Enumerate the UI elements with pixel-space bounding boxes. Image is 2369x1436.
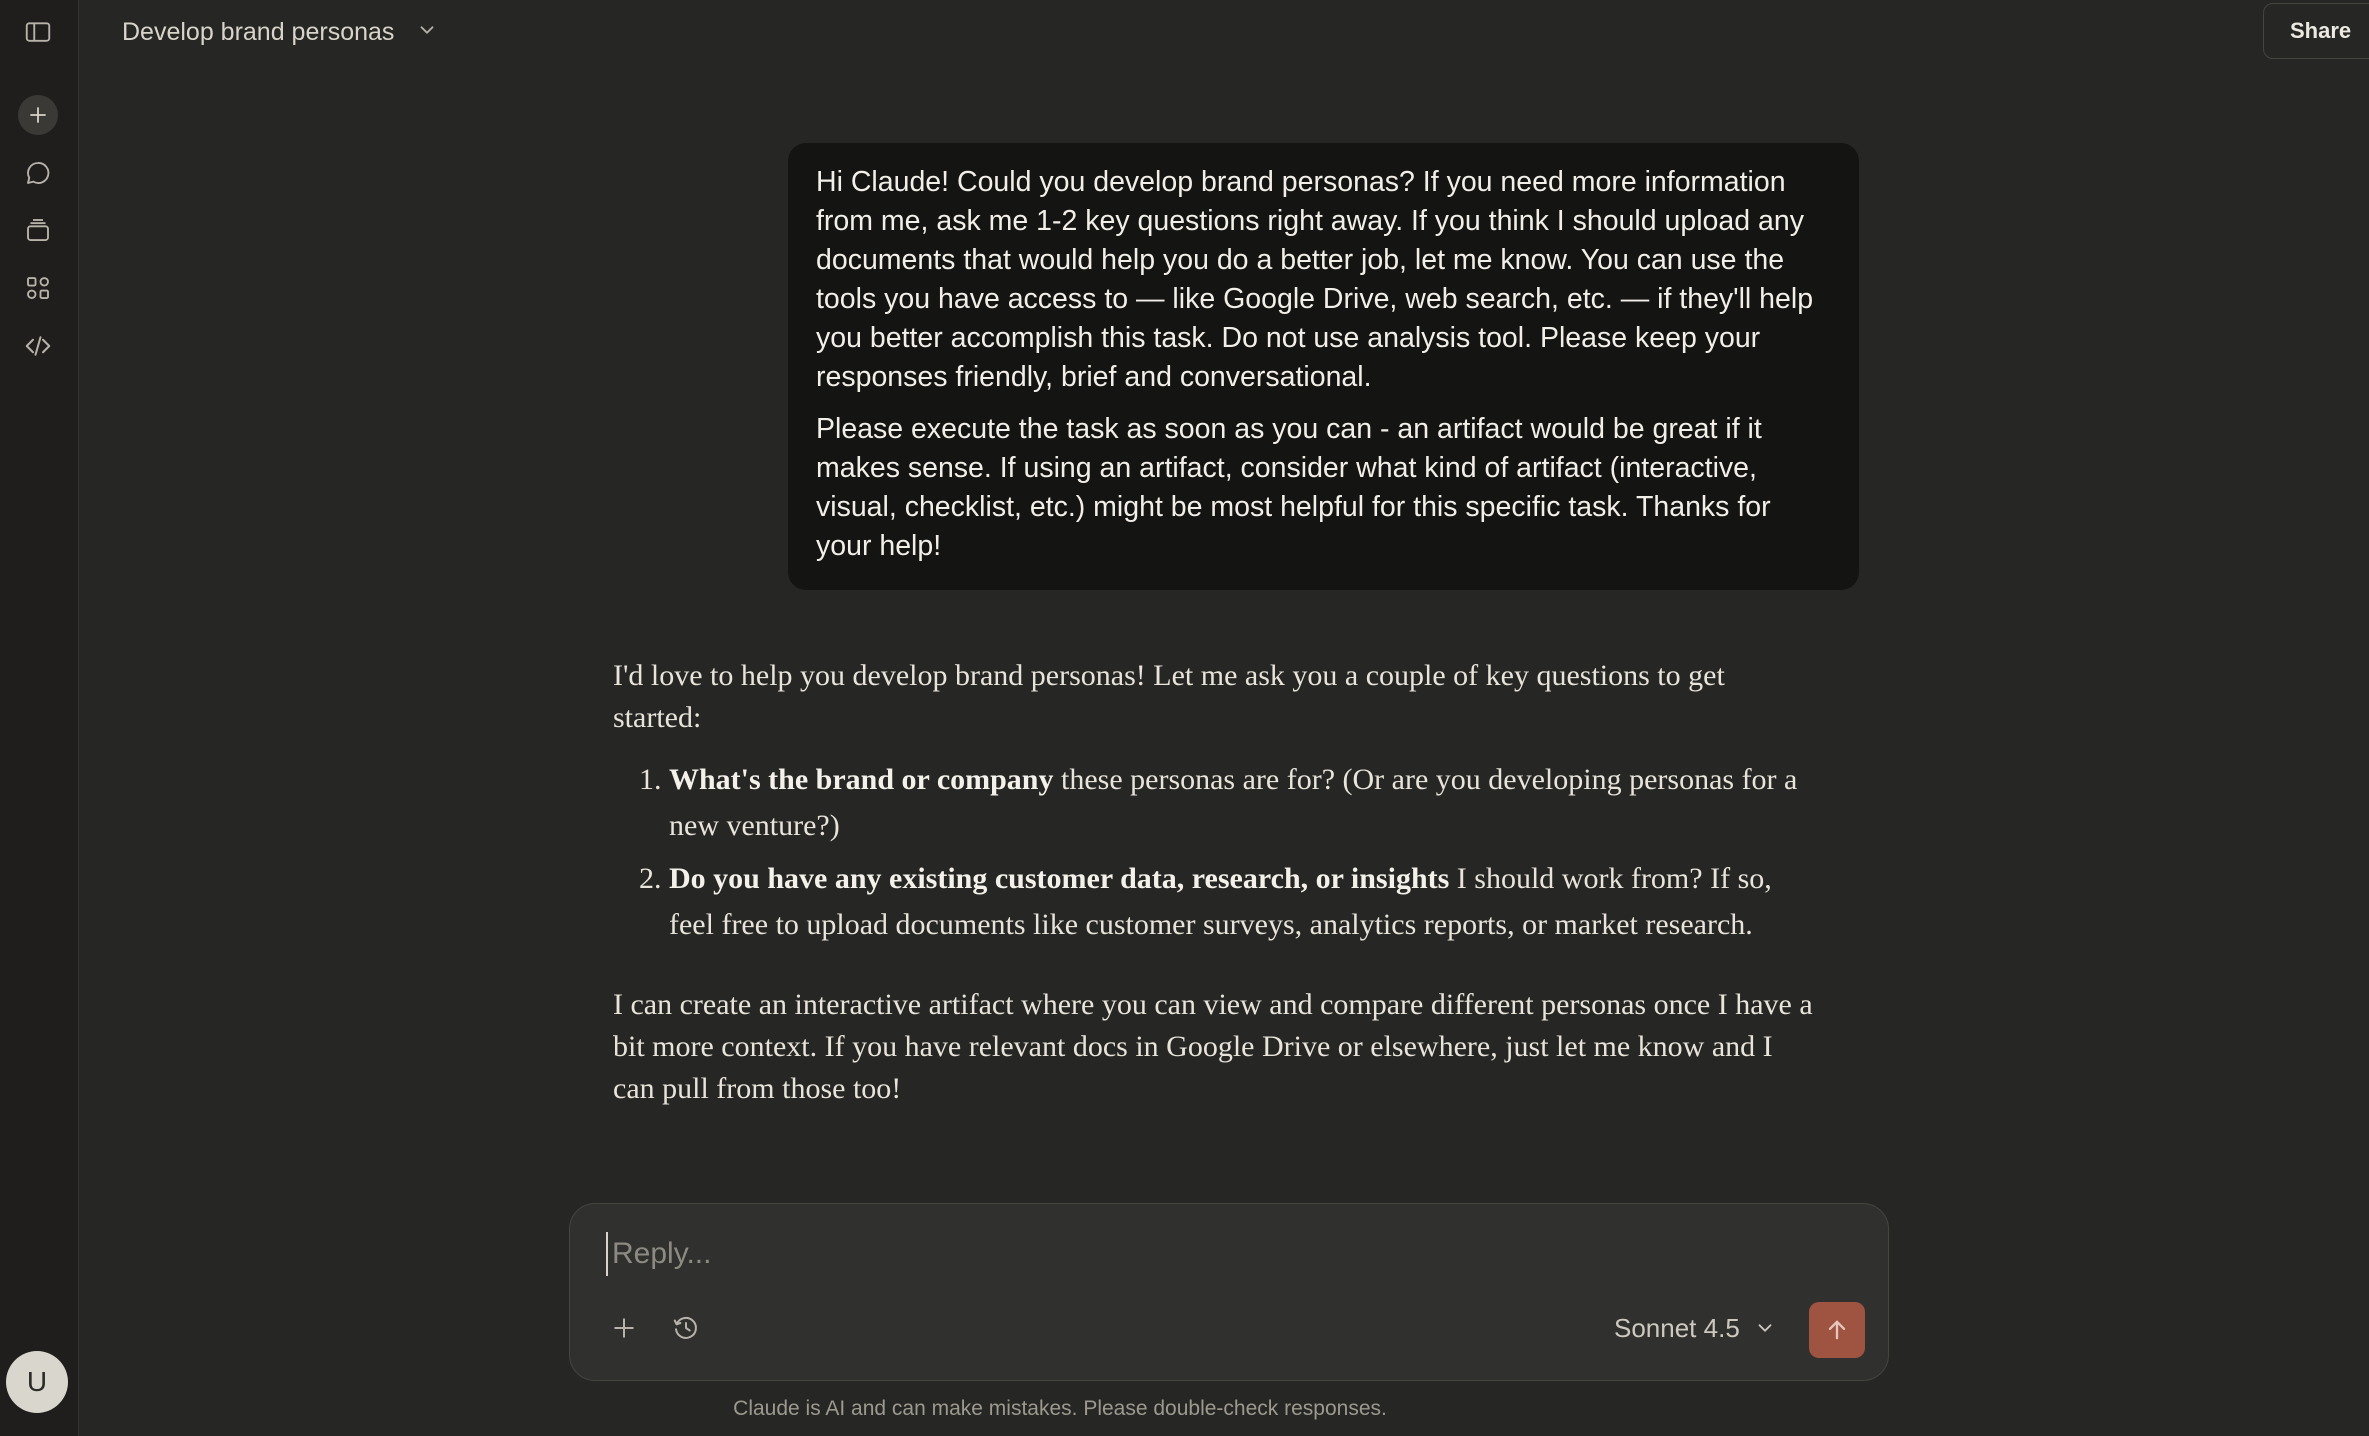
question-list	[613, 757, 1813, 948]
projects-button[interactable]	[16, 208, 60, 252]
composer	[569, 1203, 1889, 1381]
history-button[interactable]	[663, 1305, 709, 1351]
question-item	[669, 757, 1813, 849]
question-bold: What's the brand or company	[669, 763, 1054, 796]
chevron-down-icon	[416, 19, 438, 45]
model-selector[interactable]	[1614, 1308, 1776, 1348]
code-icon	[23, 331, 53, 361]
code-button[interactable]	[16, 324, 60, 368]
disclaimer-label: Claude is AI and can make mistakes. Please double-check responses.	[733, 1397, 1387, 1420]
sidebar	[0, 0, 79, 1436]
plus-icon	[609, 1313, 639, 1343]
assistant-closing: I can create an interactive artifact where you can view and compare different personas once I have a bit more context. If you have relevant docs in Google Drive or elsewhere, just let me know and I can pull from those too!	[613, 988, 1813, 1105]
user-message	[788, 143, 1859, 590]
sidebar-toggle-icon	[23, 17, 53, 47]
stack-icon	[23, 215, 53, 245]
reply-input[interactable]	[606, 1232, 1806, 1276]
chats-button[interactable]	[16, 151, 60, 195]
question-rest: these personas are for? (Or are you developing personas for a new venture?)	[669, 763, 1798, 842]
plus-icon	[26, 103, 50, 127]
chevron-down-icon	[1754, 1317, 1776, 1339]
new-chat-circle	[18, 95, 58, 135]
assistant-intro: I'd love to help you develop brand personas! Let me ask you a couple of key questions to get started:	[613, 659, 1725, 734]
artifacts-button[interactable]	[16, 266, 60, 310]
conversation-title: Develop brand personas	[122, 17, 395, 46]
conversation-title-dropdown[interactable]	[122, 14, 438, 50]
assistant-message	[613, 655, 1813, 1110]
question-item	[669, 856, 1813, 948]
apps-icon	[23, 273, 53, 303]
question-bold: Do you have any existing customer data, research, or insights	[669, 862, 1450, 895]
share-button[interactable]: Share	[2263, 3, 2369, 59]
user-message-paragraph: Please execute the task as soon as you can - an artifact would be great if it makes sense. If using an artifact, consider what kind of artifact (interactive, visual, checklist, etc.) might be most helpful for this specific task. Thanks for your help!	[816, 413, 1771, 562]
user-message-paragraph: Hi Claude! Could you develop brand personas? If you need more information from me, ask me 1-2 key questions right away. If you think I should upload any documents that would help you do a better job, let me know. You can use the tools you have access to — like Google Drive, web search, etc. — if they'll help you better accomplish this task. Do not use analysis tool. Please keep your responses friendly, brief and conversational.	[816, 166, 1814, 393]
new-chat-button[interactable]	[16, 93, 60, 137]
avatar-initial: U	[26, 1366, 48, 1397]
model-name: Sonnet 4.5	[1614, 1312, 1740, 1343]
disclaimer-text	[0, 1397, 2369, 1421]
send-button[interactable]	[1809, 1302, 1865, 1358]
sidebar-toggle-button[interactable]	[16, 10, 60, 54]
arrow-up-icon	[1823, 1316, 1851, 1344]
chat-bubble-icon	[23, 158, 53, 188]
add-attachment-button[interactable]	[601, 1305, 647, 1351]
question-rest: I should work from? If so, feel free to upload documents like customer surveys, analytics reports, or market research.	[669, 862, 1772, 941]
clock-history-icon	[671, 1313, 701, 1343]
